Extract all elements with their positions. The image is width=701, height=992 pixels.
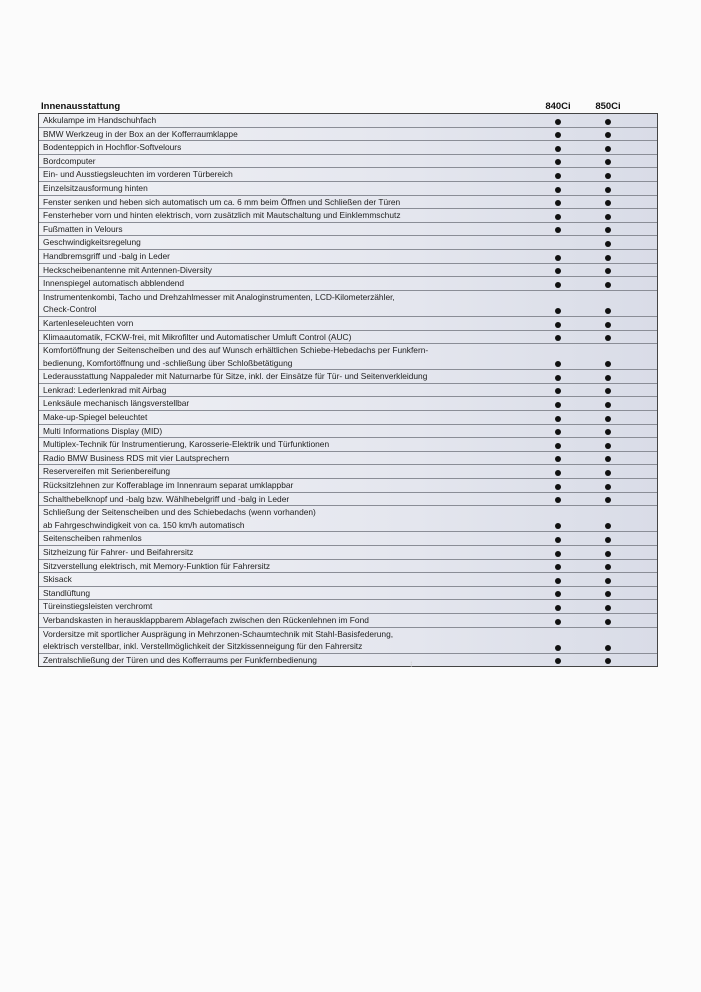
standard-dot-850ci [605, 173, 611, 179]
feature-label: Türeinstiegsleisten verchromt [43, 601, 153, 612]
standard-dot-850ci [605, 159, 611, 165]
standard-dot-840ci [555, 173, 561, 179]
standard-dot-840ci [555, 443, 561, 449]
standard-dot-840ci [555, 255, 561, 261]
table-row [39, 264, 657, 278]
standard-dot-840ci [555, 523, 561, 529]
table-row [39, 560, 657, 574]
standard-dot-850ci [605, 255, 611, 261]
table-row [39, 506, 657, 532]
table-row [39, 128, 657, 142]
table-row [39, 465, 657, 479]
table-row [39, 209, 657, 223]
feature-label: Lenksäule mechanisch längsverstellbar [43, 398, 190, 409]
table-row [39, 114, 657, 128]
standard-dot-840ci [555, 429, 561, 435]
table-row [39, 452, 657, 466]
standard-dot-850ci [605, 578, 611, 584]
standard-dot-850ci [605, 416, 611, 422]
feature-label: elektrisch verstellbar, inkl. Verstellmöglichkeit der Sitzkissenneigung für den Fahrersitz [43, 641, 363, 652]
standard-dot-850ci [605, 322, 611, 328]
table-row [39, 236, 657, 250]
standard-dot-840ci [555, 564, 561, 570]
standard-dot-840ci [555, 119, 561, 125]
standard-dot-850ci [605, 564, 611, 570]
standard-dot-850ci [605, 200, 611, 206]
standard-dot-850ci [605, 523, 611, 529]
standard-dot-850ci [605, 335, 611, 341]
feature-label: Ein- und Ausstiegsleuchten im vorderen Türbereich [43, 169, 233, 180]
feature-label: Bordcomputer [43, 155, 96, 166]
standard-dot-840ci [555, 497, 561, 503]
standard-dot-840ci [555, 308, 561, 314]
feature-label: Multi Informations Display (MID) [43, 425, 163, 436]
feature-label: Schalthebelknopf und -balg bzw. Wählhebelgriff und -balg in Leder [43, 493, 290, 504]
standard-dot-850ci [605, 308, 611, 314]
standard-dot-850ci [605, 470, 611, 476]
standard-dot-850ci [605, 402, 611, 408]
table-row [39, 317, 657, 331]
feature-label: Make-up-Spiegel beleuchtet [43, 412, 148, 423]
standard-dot-850ci [605, 388, 611, 394]
feature-label: Rücksitzlehnen zur Kofferablage im Innenraum separat umklappbar [43, 480, 294, 491]
table-row [39, 654, 657, 667]
table-row [39, 291, 657, 317]
feature-label: Einzelsitzausformung hinten [43, 182, 148, 193]
standard-dot-850ci [605, 268, 611, 274]
standard-dot-840ci [555, 335, 561, 341]
feature-label: Handbremsgriff und -balg in Leder [43, 250, 170, 261]
standard-dot-840ci [555, 658, 561, 664]
feature-label: Heckscheibenantenne mit Antennen-Diversity [43, 264, 212, 275]
model-840ci-header: 840Ci [545, 101, 571, 112]
standard-dot-850ci [605, 187, 611, 193]
feature-label: Bodenteppich in Hochflor-Softvelours [43, 142, 182, 153]
standard-dot-840ci [555, 322, 561, 328]
standard-dot-840ci [555, 227, 561, 233]
standard-dot-840ci [555, 470, 561, 476]
standard-dot-850ci [605, 429, 611, 435]
feature-label: ab Fahrgeschwindigkeit von ca. 150 km/h automatisch [43, 519, 245, 530]
feature-label: Lenkrad: Lederlenkrad mit Airbag [43, 384, 167, 395]
feature-label: Schließung der Seitenscheiben und des Schiebedachs (wenn vorhanden) [43, 507, 316, 518]
standard-dot-840ci [555, 645, 561, 651]
standard-dot-840ci [555, 361, 561, 367]
standard-dot-850ci [605, 443, 611, 449]
standard-dot-850ci [605, 361, 611, 367]
standard-dot-840ci [555, 214, 561, 220]
feature-label: Zentralschließung der Türen und des Kofferraums per Funkfernbedienung [43, 654, 317, 665]
standard-dot-840ci [555, 388, 561, 394]
standard-dot-840ci [555, 268, 561, 274]
standard-dot-840ci [555, 416, 561, 422]
feature-label: Fußmatten in Velours [43, 223, 123, 234]
standard-dot-850ci [605, 551, 611, 557]
feature-label: Komfortöffnung der Seitenscheiben und des auf Wunsch erhältlichen Schiebe-Hebedachs per Funkfern- [43, 345, 429, 356]
model-850ci-header: 850Ci [595, 101, 621, 112]
table-row [39, 277, 657, 291]
equipment-table [38, 101, 658, 667]
feature-label: Standlüftung [43, 587, 91, 598]
standard-dot-840ci [555, 578, 561, 584]
table-row [39, 384, 657, 398]
standard-dot-850ci [605, 537, 611, 543]
table-row [39, 250, 657, 264]
feature-label: Seitenscheiben rahmenlos [43, 533, 142, 544]
table-row [39, 370, 657, 384]
table-row [39, 573, 657, 587]
standard-dot-840ci [555, 200, 561, 206]
standard-dot-850ci [605, 214, 611, 220]
standard-dot-840ci [555, 456, 561, 462]
table-row [39, 141, 657, 155]
standard-dot-850ci [605, 605, 611, 611]
standard-dot-850ci [605, 645, 611, 651]
feature-label: Sitzverstellung elektrisch, mit Memory-Funktion für Fahrersitz [43, 560, 271, 571]
standard-dot-850ci [605, 132, 611, 138]
feature-label: Akkulampe im Handschuhfach [43, 115, 157, 125]
standard-dot-840ci [555, 159, 561, 165]
feature-label: Reservereifen mit Serienbereifung [43, 466, 171, 477]
standard-dot-850ci [605, 484, 611, 490]
feature-label: Verbandskasten in herausklappbarem Ablagefach zwischen den Rückenlehnen im Fond [43, 614, 369, 625]
standard-dot-850ci [605, 282, 611, 288]
feature-label: Radio BMW Business RDS mit vier Lautsprechern [43, 452, 230, 463]
table-row [39, 600, 657, 614]
table-row [39, 155, 657, 169]
standard-dot-850ci [605, 456, 611, 462]
section-title: Innenausstattung [41, 101, 121, 112]
standard-dot-840ci [555, 146, 561, 152]
feature-label: Fenster senken und heben sich automatisch um ca. 6 mm beim Öffnen und Schließen der Türen [43, 196, 401, 207]
feature-label: Check-Control [43, 304, 97, 315]
table-row [39, 397, 657, 411]
standard-dot-850ci [605, 619, 611, 625]
table-row [39, 546, 657, 560]
table-header [38, 101, 658, 113]
standard-dot-840ci [555, 537, 561, 543]
table-row [39, 532, 657, 546]
paper-specks: ⁝ [410, 660, 413, 669]
standard-dot-850ci [605, 146, 611, 152]
table-row [39, 344, 657, 370]
feature-label: Klimaautomatik, FCKW-frei, mit Mikrofilter und Automatischer Umluft Control (AUC) [43, 331, 352, 342]
table-row [39, 411, 657, 425]
table-row [39, 425, 657, 439]
standard-dot-840ci [555, 375, 561, 381]
table-row [39, 331, 657, 345]
feature-label: Vordersitze mit sportlicher Ausprägung in Mehrzonen-Schaumtechnik mit Stahl-Basisfederung, [43, 628, 394, 639]
feature-label: Skisack [43, 574, 72, 585]
feature-label: Multiplex-Technik für Instrumentierung, Karosserie-Elektrik und Türfunktionen [43, 439, 330, 450]
standard-dot-840ci [555, 551, 561, 557]
feature-label: Geschwindigkeitsregelung [43, 237, 141, 248]
feature-label: Instrumentenkombi, Tacho und Drehzahlmesser mit Analoginstrumenten, LCD-Kilometerzähler, [43, 291, 395, 302]
standard-dot-840ci [555, 187, 561, 193]
table-row [39, 182, 657, 196]
feature-label: bedienung, Komfortöffnung und -schließung über Schloßbetätigung [43, 357, 293, 368]
table-row [39, 438, 657, 452]
standard-dot-850ci [605, 658, 611, 664]
table-row [39, 196, 657, 210]
standard-dot-840ci [555, 402, 561, 408]
table-body [38, 113, 658, 667]
table-row [39, 223, 657, 237]
standard-dot-850ci [605, 119, 611, 125]
table-row [39, 628, 657, 654]
table-row [39, 168, 657, 182]
standard-dot-850ci [605, 241, 611, 247]
standard-dot-840ci [555, 282, 561, 288]
standard-dot-850ci [605, 227, 611, 233]
feature-label: Kartenleseleuchten vorn [43, 317, 134, 328]
table-row [39, 587, 657, 601]
standard-dot-840ci [555, 619, 561, 625]
standard-dot-850ci [605, 375, 611, 381]
feature-label: Fensterheber vorn und hinten elektrisch, vorn zusätzlich mit Mautschaltung und Einklemmschutz [43, 210, 401, 221]
table-row [39, 479, 657, 493]
standard-dot-840ci [555, 591, 561, 597]
standard-dot-840ci [555, 484, 561, 490]
feature-label: Innenspiegel automatisch abblendend [43, 278, 185, 289]
standard-dot-850ci [605, 497, 611, 503]
table-row [39, 614, 657, 628]
standard-dot-850ci [605, 591, 611, 597]
feature-label: BMW Werkzeug in der Box an der Kofferraumklappe [43, 128, 238, 139]
feature-label: Lederausstattung Nappaleder mit Naturnarbe für Sitze, inkl. der Einsätze für Tür- und Seitenverkleidung [43, 371, 428, 382]
standard-dot-840ci [555, 132, 561, 138]
table-row [39, 493, 657, 507]
feature-label: Sitzheizung für Fahrer- und Beifahrersitz [43, 547, 194, 557]
standard-dot-840ci [555, 605, 561, 611]
